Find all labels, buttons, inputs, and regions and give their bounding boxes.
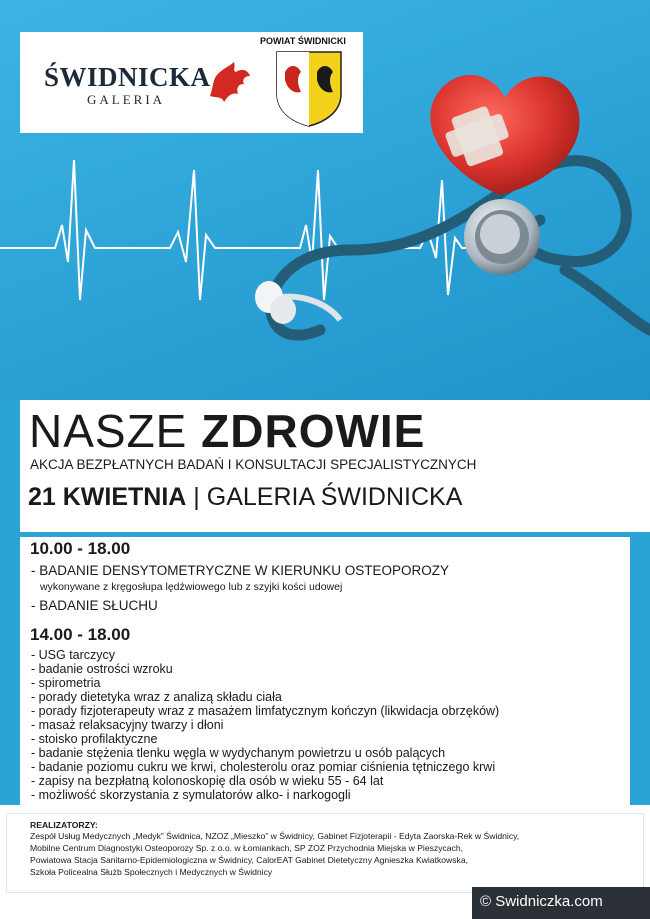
logo-box [20,32,363,133]
list-item: - badanie poziomu cukru we krwi, cholesterolu oraz pomiar ciśnienia tętniczego krwi [31,760,496,774]
organizers-line: Powiatowa Stacja Sanitarno-Epidemiologiczna w Świdnicy, CalorEAT Gabinet Dietetyczny Agnieszka Kwiatkowska, [30,855,469,865]
date-separator: | [186,483,207,511]
footer-frame [6,813,644,893]
slot-time-afternoon: 14.00 - 18.00 [30,625,131,644]
watermark [472,887,650,919]
event-venue: GALERIA ŚWIDNICKA [206,483,463,511]
list-item: - badanie ostrości wzroku [31,662,173,676]
griffin-icon [202,56,254,108]
list-item-note: wykonywane z kręgosłupa lędźwiowego lub z szyjki kości udowej [40,581,343,593]
list-item: - zapisy na bezpłatną kolonoskopię dla osób w wieku 55 - 64 lat [31,774,384,788]
watermark-text: © Swidniczka.com [480,893,603,910]
list-item: - BADANIE SŁUCHU [31,598,158,613]
galeria-brand-sub: GALERIA [87,92,166,107]
list-item: - stoisko profilaktyczne [31,732,158,746]
powiat-label: POWIAT ŚWIDNICKI [260,36,346,46]
schedule-panel [20,537,630,805]
list-item: - BADANIE DENSYTOMETRYCZNE W KIERUNKU OSTEOPOROZY [31,563,450,578]
title-bold: ZDROWIE [201,405,426,457]
organizers-line: Zespół Usług Medycznych „Medyk” Świdnica, NZOZ „Mieszko” w Świdnicy, Gabinet Fizjoterapii - Edyta Zaorska-Rek w Świdnicy, [30,831,520,841]
page-subtitle: AKCJA BEZPŁATNYCH BADAŃ I KONSULTACJI SPECJALISTYCZNYCH [30,457,477,472]
coat-of-arms-icon [275,50,343,128]
slot-time-morning: 10.00 - 18.00 [30,539,131,558]
list-item: - spirometria [31,676,101,690]
list-item: - badanie stężenia tlenku węgla w wydychanym powietrzu u osób palących [31,746,446,760]
list-item: - USG tarczycy [31,648,116,662]
title-light: NASZE [29,405,202,457]
hero-banner [0,0,650,400]
list-item: - porady fizjoterapeuty wraz z masażem limfatycznym kończyn (likwidacja obrzęków) [31,704,500,718]
page-title [29,404,425,458]
list-item: - porady dietetyka wraz z analizą składu ciała [31,690,282,704]
list-item: - masaż relaksacyjny twarzy i dłoni [31,718,224,732]
organizers-line: Szkoła Policealna Służb Społecznych i Medycznych w Świdnicy [30,867,273,877]
list-item: - możliwość skorzystania z symulatorów alko- i narkogogli [31,788,351,802]
stethoscope-tube-2 [565,270,650,330]
heartbeat-line [0,160,480,300]
date-venue-line [28,483,462,512]
organizers-label: REALIZATORZY: [30,820,98,830]
title-panel [20,400,650,532]
galeria-brand-name: ŚWIDNICKA [44,62,211,92]
organizers-line: Mobilne Centrum Diagnostyki Osteoporozy Sp. z o.o. w Łomiankach, SP ZOZ Przychodnia Miejska w Pieszycach, [30,843,464,853]
event-date: 21 KWIETNIA [28,483,187,511]
